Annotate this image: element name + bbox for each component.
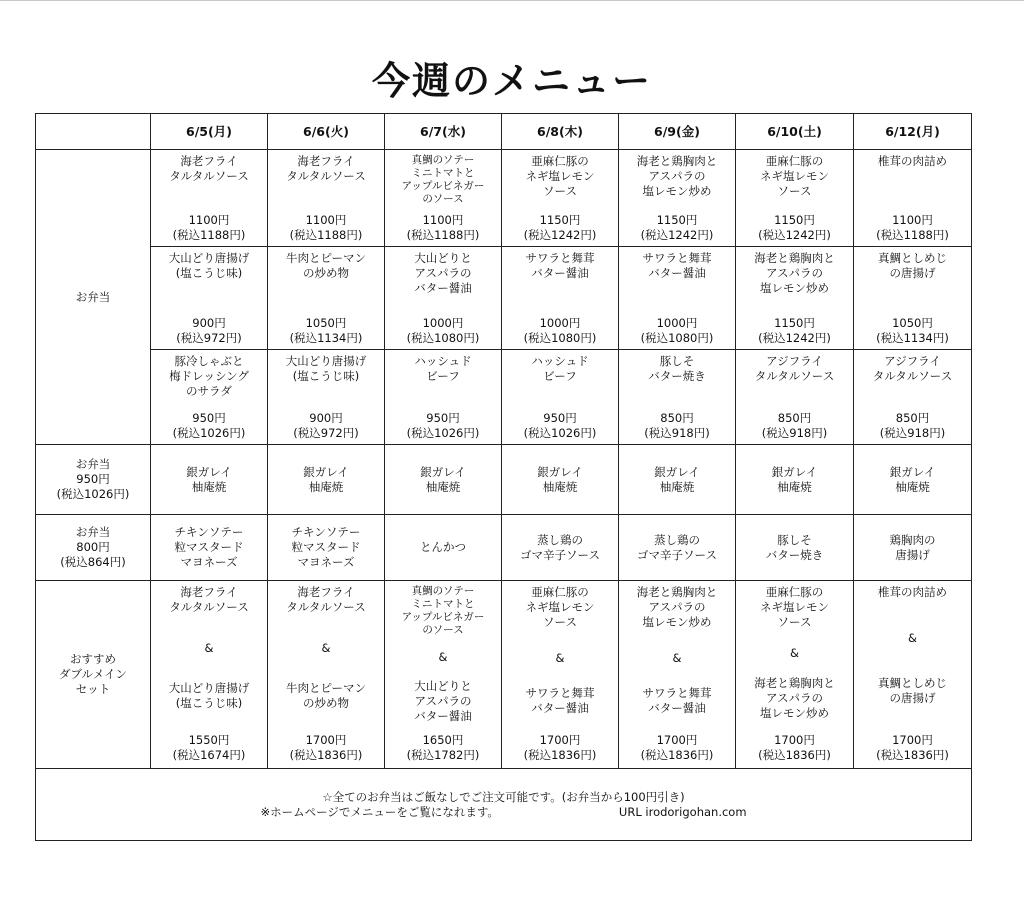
menu-cell (502, 150, 619, 247)
corner-cell (36, 114, 151, 150)
menu-cell (854, 515, 972, 581)
dish-name-b: 牛肉とピーマン の炒め物 (285, 681, 367, 711)
dish-name: 銀ガレイ 柚庵焼 (889, 464, 936, 494)
dish-name: 真鯛としめじ の唐揚げ (878, 251, 947, 280)
price: 850円 (税込918円) (761, 411, 828, 440)
bento-label: お弁当 (36, 150, 151, 445)
price: 1100円 (税込1188円) (406, 213, 480, 242)
ampersand: & (672, 650, 682, 665)
menu-cell (385, 247, 502, 350)
menu-cell (736, 350, 854, 445)
dish-name: アジフライ タルタルソース (872, 354, 953, 383)
set-cell (502, 581, 619, 769)
menu-cell (268, 515, 385, 581)
price: 1050円 (税込1134円) (289, 316, 363, 345)
menu-cell (268, 150, 385, 247)
homepage-note: ※ホームページでメニューをご覧になれます。 (260, 804, 499, 819)
dish-name-a: 椎茸の肉詰め (878, 585, 947, 599)
dish-name: 海老と鶏胸肉と アスパラの 塩レモン炒め (636, 154, 718, 198)
dish-name: 亜麻仁豚の ネギ塩レモン ソース (525, 154, 595, 198)
set-cell (736, 581, 854, 769)
menu-cell (385, 445, 502, 515)
dish-name-b: サワラと舞茸 バター醤油 (642, 686, 712, 716)
bento-row (36, 350, 972, 445)
footer-notes (36, 769, 972, 841)
price: 1150円 (税込1242円) (640, 213, 714, 242)
menu-cell (619, 350, 736, 445)
dish-name: 真鯛のソテー ミニトマトと アップルビネガー のソース (401, 154, 485, 205)
dish-name: 海老フライ タルタルソース (169, 154, 249, 183)
price: 1100円 (税込1188円) (289, 213, 363, 242)
dish-name-b: 大山どり唐揚げ (塩こうじ味) (168, 681, 250, 711)
ampersand: & (204, 640, 214, 655)
price: 1000円 (税込1080円) (523, 316, 597, 345)
dish-name-a: 海老と鶏胸肉と アスパラの 塩レモン炒め (636, 585, 718, 629)
price: 1650円 (税込1782円) (406, 732, 480, 762)
homepage-note-line (36, 805, 971, 820)
dish-name: 銀ガレイ 柚庵焼 (303, 464, 349, 494)
dish-name: ハッシュド ビーフ (531, 354, 589, 383)
menu-cell (385, 350, 502, 445)
menu-cell (736, 445, 854, 515)
dish-name: 銀ガレイ 柚庵焼 (537, 464, 583, 494)
dish-name: 大山どり唐揚げ (塩こうじ味) (285, 354, 367, 383)
dish-name: 牛肉とピーマン の炒め物 (285, 251, 367, 280)
dish-name-b: 海老と鶏胸肉と アスパラの 塩レモン炒め (754, 676, 835, 721)
set-cell (854, 581, 972, 769)
price: 1100円 (税込1188円) (172, 213, 246, 242)
price: 850円 (税込918円) (644, 411, 710, 440)
ampersand: & (908, 630, 917, 645)
dish-name-a: 亜麻仁豚の ネギ塩レモン ソース (525, 585, 595, 629)
price: 1700円 (税込1836円) (876, 732, 949, 762)
menu-table (35, 113, 972, 841)
dish-name: チキンソテー 粒マスタード マヨネーズ (174, 525, 244, 569)
price: 1000円 (税込1080円) (640, 316, 714, 345)
ampersand: & (790, 645, 799, 660)
bento-800-row (36, 515, 972, 581)
dish-name: 海老と鶏胸肉と アスパラの 塩レモン炒め (754, 251, 835, 295)
website-url: URL irodorigohan.com (618, 804, 747, 819)
dish-name: 蒸し鶏の ゴマ辛子ソース (520, 532, 600, 562)
price: 850円 (税込918円) (879, 411, 946, 440)
menu-cell (736, 247, 854, 350)
dish-name: 鶏胸肉の 唐揚げ (889, 532, 936, 562)
dish-name-a: 真鯛のソテー ミニトマトと アップルビネガー のソース (401, 585, 485, 636)
dish-name: 大山どり唐揚げ (塩こうじ味) (168, 251, 250, 280)
price: 1700円 (税込1836円) (640, 732, 714, 762)
day-header: 6/7(水) (385, 114, 502, 150)
price: 950円 (税込1026円) (172, 411, 246, 440)
menu-cell (854, 247, 972, 350)
footer-row (36, 769, 972, 841)
dish-name: 海老フライ タルタルソース (286, 154, 366, 183)
bento-row (36, 247, 972, 350)
dish-name: 銀ガレイ 柚庵焼 (420, 464, 466, 494)
menu-cell (151, 515, 268, 581)
dish-name: 亜麻仁豚の ネギ塩レモン ソース (760, 154, 829, 198)
menu-cell (268, 445, 385, 515)
menu-cell (502, 350, 619, 445)
dish-name: 銀ガレイ 柚庵焼 (771, 464, 818, 494)
double-main-set-row (36, 581, 972, 769)
day-header: 6/12(月) (854, 114, 972, 150)
menu-cell (151, 150, 268, 247)
menu-cell (854, 350, 972, 445)
dish-name: サワラと舞茸 バター醤油 (525, 251, 595, 280)
menu-cell (619, 247, 736, 350)
dish-name-a: 海老フライ タルタルソース (169, 585, 249, 614)
menu-cell (502, 445, 619, 515)
menu-cell (268, 350, 385, 445)
bento-950-label: お弁当 950円 (税込1026円) (36, 445, 151, 515)
menu-cell (736, 515, 854, 581)
bento-800-label: お弁当 800円 (税込864円) (36, 515, 151, 581)
menu-cell (502, 515, 619, 581)
menu-cell (502, 247, 619, 350)
dish-name-b: 真鯛としめじ の唐揚げ (878, 676, 947, 706)
dish-name: 豚しそ バター焼き (765, 532, 824, 562)
price: 1700円 (税込1836円) (289, 732, 363, 762)
menu-cell (151, 350, 268, 445)
dish-name: 豚冷しゃぶと 梅ドレッシング のサラダ (169, 354, 249, 398)
dish-name: 豚しそ バター焼き (648, 354, 706, 383)
price: 1550円 (税込1674円) (172, 732, 246, 762)
price: 1150円 (税込1242円) (523, 213, 597, 242)
set-cell (151, 581, 268, 769)
price: 950円 (税込1026円) (406, 411, 480, 440)
menu-cell (385, 515, 502, 581)
menu-cell (619, 515, 736, 581)
price: 1700円 (税込1836円) (758, 732, 831, 762)
ampersand: & (321, 640, 331, 655)
header-row (36, 114, 972, 150)
dish-name: 蒸し鶏の ゴマ辛子ソース (637, 532, 717, 562)
bento-row (36, 150, 972, 247)
ampersand: & (555, 650, 565, 665)
price: 1100円 (税込1188円) (876, 213, 949, 242)
menu-cell (736, 150, 854, 247)
menu-cell (854, 150, 972, 247)
dish-name: 椎茸の肉詰め (878, 154, 947, 168)
day-header: 6/5(月) (151, 114, 268, 150)
rice-note: ☆全てのお弁当はご飯なしでご注文可能です。(お弁当から100円引き) (322, 789, 685, 804)
day-header: 6/10(土) (736, 114, 854, 150)
dish-name-a: 亜麻仁豚の ネギ塩レモン ソース (760, 585, 829, 629)
dish-name-b: 大山どりと アスパラの バター醤油 (414, 678, 472, 723)
price: 900円 (税込972円) (293, 411, 359, 440)
double-main-set-label: おすすめ ダブルメイン セット (36, 581, 151, 769)
set-cell (268, 581, 385, 769)
price: 950円 (税込1026円) (523, 411, 597, 440)
dish-name: サワラと舞茸 バター醤油 (642, 251, 712, 280)
price: 1050円 (税込1134円) (876, 316, 949, 345)
price: 1700円 (税込1836円) (523, 732, 597, 762)
menu-cell (619, 445, 736, 515)
dish-name: 銀ガレイ 柚庵焼 (186, 464, 232, 494)
dish-name: 大山どりと アスパラの バター醤油 (414, 251, 472, 295)
menu-cell (854, 445, 972, 515)
menu-cell (151, 247, 268, 350)
day-header: 6/9(金) (619, 114, 736, 150)
menu-cell (385, 150, 502, 247)
price: 1000円 (税込1080円) (406, 316, 480, 345)
dish-name-a: 海老フライ タルタルソース (286, 585, 366, 614)
menu-cell (268, 247, 385, 350)
set-cell (619, 581, 736, 769)
price: 1150円 (税込1242円) (758, 213, 831, 242)
menu-cell (151, 445, 268, 515)
dish-name-b: サワラと舞茸 バター醤油 (525, 686, 595, 716)
set-cell (385, 581, 502, 769)
bento-950-row (36, 445, 972, 515)
menu-cell (619, 150, 736, 247)
day-header: 6/6(火) (268, 114, 385, 150)
dish-name: チキンソテー 粒マスタード マヨネーズ (291, 525, 361, 569)
day-header: 6/8(木) (502, 114, 619, 150)
top-divider (0, 0, 1024, 1)
price: 1150円 (税込1242円) (758, 316, 831, 345)
dish-name: ハッシュド ビーフ (414, 354, 472, 383)
page-title: 今週のメニュー (371, 59, 652, 103)
dish-name: アジフライ タルタルソース (754, 354, 835, 383)
dish-name: 銀ガレイ 柚庵焼 (654, 464, 700, 494)
dish-name: とんかつ (420, 540, 466, 554)
ampersand: & (438, 650, 448, 665)
price: 900円 (税込972円) (176, 316, 242, 345)
